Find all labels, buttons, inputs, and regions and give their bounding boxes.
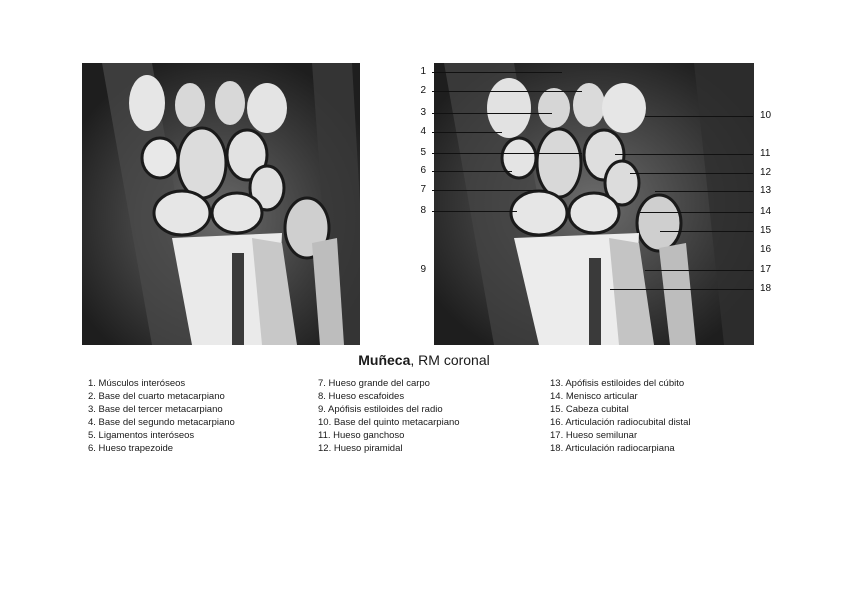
label-17: 17: [760, 264, 772, 275]
legend-item: 5. Ligamentos interóseos: [88, 430, 195, 441]
legend-column-3: [550, 377, 690, 455]
label-11: 11: [760, 148, 771, 159]
mri-image-left: [82, 63, 360, 345]
label-18: 18: [760, 283, 772, 294]
legend-item: 8. Hueso escafoides: [318, 391, 405, 402]
leader-line-12: [630, 173, 753, 174]
leader-line-14: [640, 212, 753, 213]
label-15: 15: [760, 225, 772, 236]
label-13: 13: [760, 185, 772, 196]
leader-line-8: [432, 211, 517, 212]
label-8: 8: [420, 205, 426, 216]
label-16: 16: [760, 244, 772, 255]
legend-item: 17. Hueso semilunar: [550, 430, 638, 441]
legend-item: 14. Menisco articular: [550, 391, 638, 402]
leader-line-18: [610, 289, 753, 290]
legend-item: 16. Articulación radiocubital distal: [550, 417, 691, 428]
legend-item: 9. Apófisis estiloides del radio: [318, 404, 443, 415]
label-3: 3: [420, 107, 426, 118]
label-5: 5: [420, 147, 426, 158]
label-6: 6: [420, 165, 426, 176]
legend-item: 10. Base del quinto metacarpiano: [318, 417, 460, 428]
leader-line-1: [432, 72, 562, 73]
legend-item: 1. Músculos interóseos: [88, 378, 186, 389]
legend-item: 6. Hueso trapezoide: [88, 443, 174, 454]
label-2: 2: [420, 85, 426, 96]
legend-column-1: [88, 377, 235, 455]
legend-item: 2. Base del cuarto metacarpiano: [88, 391, 225, 402]
caption-subtitle: , RM coronal: [410, 352, 490, 368]
wrist-mri-drawing-left: [82, 63, 360, 345]
legend-item: 11. Hueso ganchoso: [318, 430, 405, 441]
leader-line-6: [432, 171, 512, 172]
legend-item: 15. Cabeza cubital: [550, 404, 629, 415]
leader-line-15: [660, 231, 753, 232]
figure-caption: [0, 352, 848, 368]
legend-item: 3. Base del tercer metacarpiano: [88, 404, 223, 415]
label-14: 14: [760, 206, 772, 217]
legend-item: 18. Articulación radiocarpiana: [550, 443, 675, 454]
label-4: 4: [420, 126, 426, 137]
legend-item: 4. Base del segundo metacarpiano: [88, 417, 235, 428]
leader-line-11: [615, 154, 753, 155]
caption-title: Muñeca: [358, 352, 411, 368]
legend-column-2: [318, 377, 460, 455]
wrist-mri-drawing-right: [434, 63, 754, 345]
leader-line-13: [655, 191, 753, 192]
leader-line-7: [432, 190, 547, 191]
label-12: 12: [760, 167, 772, 178]
label-9: 9: [420, 264, 426, 275]
leader-line-5: [432, 153, 582, 154]
label-10: 10: [760, 110, 772, 121]
leader-line-10: [645, 116, 753, 117]
legend-item: 7. Hueso grande del carpo: [318, 378, 430, 389]
leader-line-3: [432, 113, 552, 114]
leader-line-17: [645, 270, 753, 271]
legend-item: 12. Hueso piramidal: [318, 443, 403, 454]
leader-line-2: [432, 91, 582, 92]
label-7: 7: [420, 184, 426, 195]
mri-image-right: [434, 63, 754, 345]
label-1: 1: [420, 66, 426, 77]
legend-item: 13. Apófisis estiloides del cúbito: [550, 378, 685, 389]
leader-line-4: [432, 132, 502, 133]
